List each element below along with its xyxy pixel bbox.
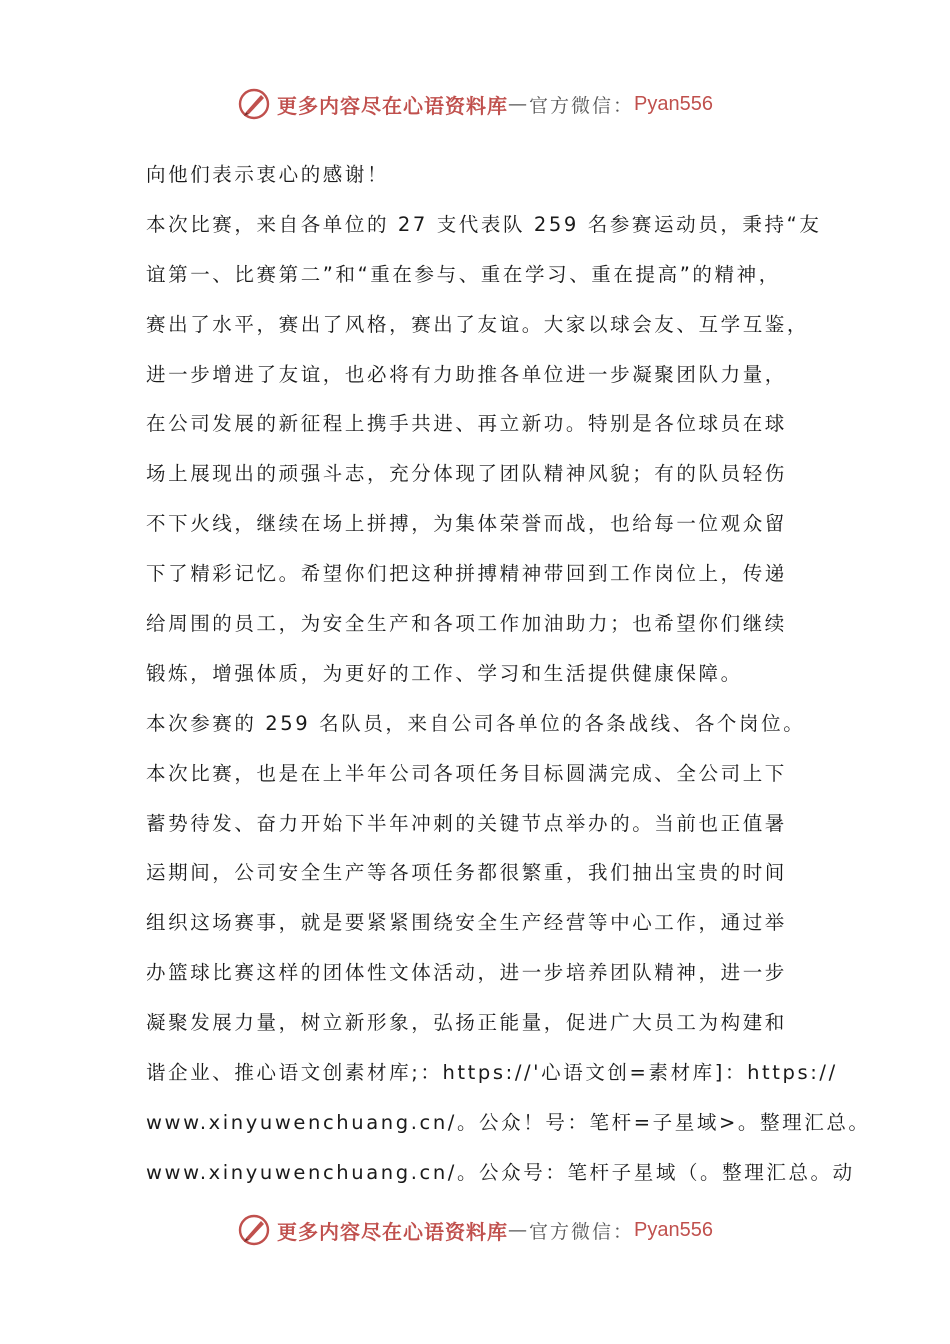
body-line: 本次参赛的 259 名队员，来自公司各单位的各条战线、各个岗位。 <box>146 711 806 735</box>
body-line: 谐企业、推心语文创素材库;：https://'心语文创=素材库]：https:// <box>146 1061 838 1085</box>
header-wechat-id: Pyan556 <box>634 92 713 115</box>
body-line: 蓄势待发、奋力开始下半年冲刺的关键节点举办的。当前也正值暑 <box>146 811 787 835</box>
footer-dash: — <box>508 1219 529 1241</box>
body-line: 在公司发展的新征程上携手共进、再立新功。特别是各位球员在球 <box>146 412 787 436</box>
body-line: 凝聚发展力量，树立新形象，弘扬正能量，促进广大员工为构建和 <box>146 1011 787 1035</box>
header-wechat-label: 官方微信： <box>529 94 635 117</box>
body-line: 本次比赛，也是在上半年公司各项任务目标圆满完成、全公司上下 <box>146 761 787 785</box>
footer-banner <box>0 1210 950 1250</box>
footer-brand: 更多内容尽在心语资料库 <box>277 1219 508 1244</box>
body-line: 下了精彩记忆。希望你们把这种拼搏精神带回到工作岗位上，传递 <box>146 562 787 586</box>
header-dash: — <box>508 93 529 115</box>
pen-logo-icon <box>237 1213 271 1247</box>
body-line: 办篮球比赛这样的团体性文体活动，进一步培养团队精神，进一步 <box>146 961 787 985</box>
body-line: 赛出了水平，赛出了风格，赛出了友谊。大家以球会友、互学互鉴， <box>146 312 810 336</box>
body-line: 向他们表示衷心的感谢！ <box>146 163 390 186</box>
body-line: 不下火线，继续在场上拼搏，为集体荣誉而战，也给每一位观众留 <box>146 512 787 536</box>
body-line: 给周围的员工，为安全生产和各项工作加油助力；也希望你们继续 <box>146 612 787 636</box>
body-line: 进一步增进了友谊，也必将有力助推各单位进一步凝聚团队力量， <box>146 362 787 386</box>
footer-wechat-label: 官方微信： <box>529 1220 635 1243</box>
body-line: 谊第一、比赛第二”和“重在参与、重在学习、重在提高”的精神， <box>146 262 781 286</box>
body-line: 组织这场赛事，就是要紧紧围绕安全生产经营等中心工作，通过举 <box>146 911 787 935</box>
document-body <box>146 150 871 1198</box>
body-line: www.xinyuwenchuang.cn/。公众号：笔杆子星域（。整理汇总。动 <box>146 1160 855 1184</box>
body-line: www.xinyuwenchuang.cn/。公众！号：笔杆=子星域>。整理汇总。 <box>146 1110 871 1134</box>
pen-logo-icon <box>237 87 271 121</box>
body-line: 本次比赛，来自各单位的 27 支代表队 259 名参赛运动员，秉持“友 <box>146 212 822 236</box>
body-line: 锻炼，增强体质，为更好的工作、学习和生活提供健康保障。 <box>146 661 743 685</box>
body-line: 运期间，公司安全生产等各项任务都很繁重，我们抽出宝贵的时间 <box>146 861 787 885</box>
header-brand: 更多内容尽在心语资料库 <box>277 93 508 118</box>
footer-wechat-id: Pyan556 <box>634 1218 713 1241</box>
header-banner <box>0 84 950 124</box>
body-line: 场上展现出的顽强斗志，充分体现了团队精神风貌；有的队员轻伤 <box>146 462 787 486</box>
